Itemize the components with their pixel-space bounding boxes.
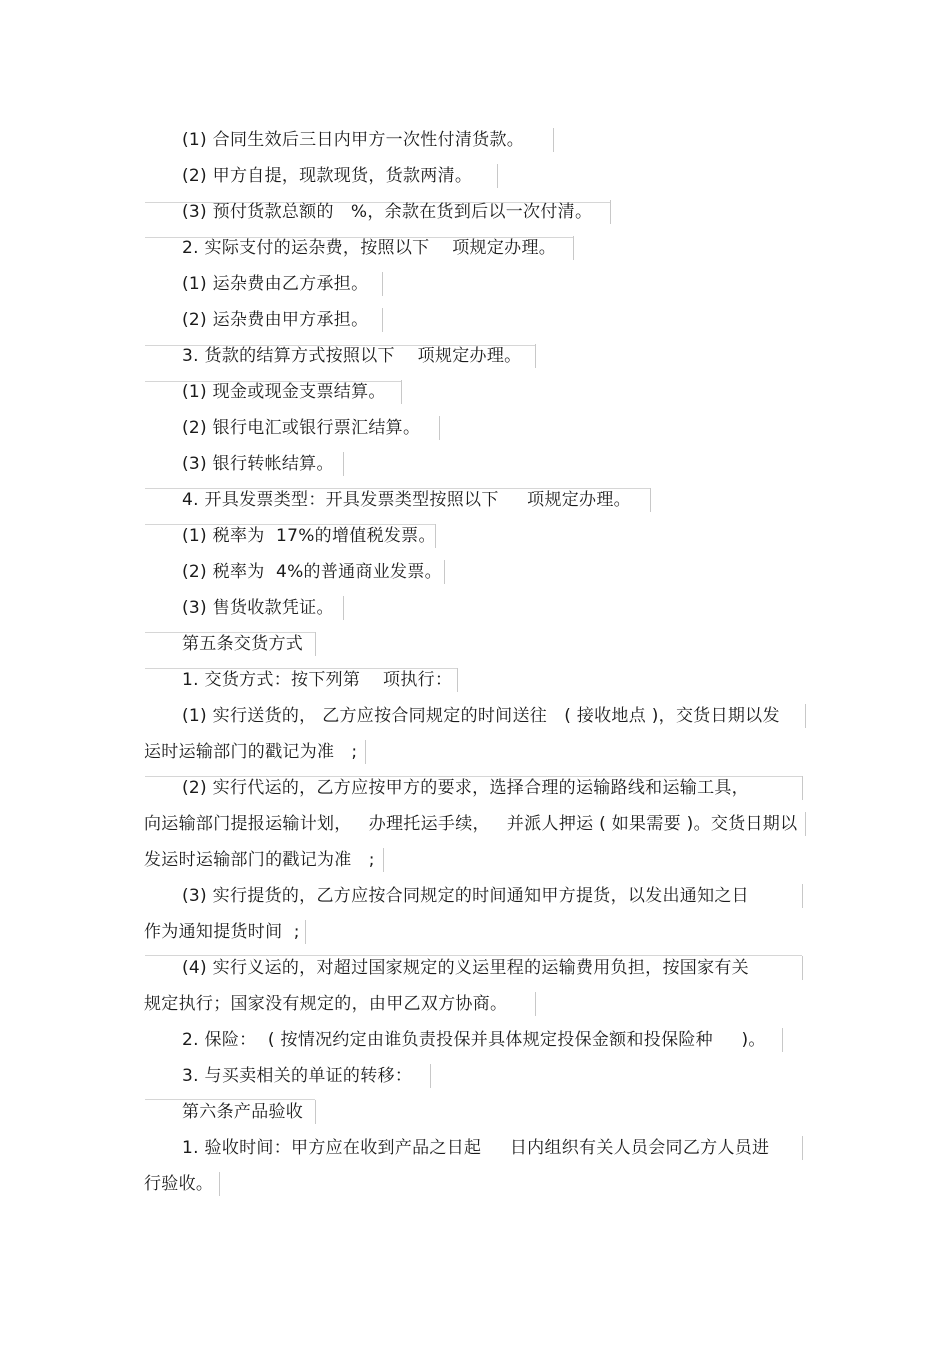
table-bar [315, 1100, 316, 1124]
clause-line: (2) 实行代运的，乙方应按甲方的要求，选择合理的运输路线和运输工具， [182, 778, 749, 798]
clause-line: (1) 现金或现金支票结算。 [182, 382, 386, 402]
table-bar [573, 236, 574, 260]
clause-line: 2. 实际支付的运杂费，按照以下 项规定办理。 [182, 238, 557, 258]
table-bar [457, 668, 458, 692]
clause-line: 行验收。 [144, 1174, 214, 1194]
clause-line: (3) 银行转帐结算。 [182, 454, 334, 474]
clause-line: (2) 银行电汇或银行票汇结算。 [182, 418, 421, 438]
table-bar [305, 920, 306, 944]
table-bar [430, 1064, 431, 1088]
clause-line: 作为通知提货时间 ; [144, 922, 300, 942]
clause-line: (3) 售货收款凭证。 [182, 598, 334, 618]
clause-line: 4. 开具发票类型：开具发票类型按照以下 项规定办理。 [182, 490, 631, 510]
clause-line: 2. 保险： ( 按情况约定由谁负责投保并具体规定投保金额和投保险种 )。 [182, 1030, 766, 1050]
clause-line: (3) 预付货款总额的 %，余款在货到后以一次付清。 [182, 202, 593, 222]
clause-line: 规定执行；国家没有规定的，由甲乙双方协商。 [144, 994, 508, 1014]
table-bar [535, 344, 536, 368]
table-bar [382, 272, 383, 296]
table-bar [365, 740, 366, 764]
table-bar [805, 704, 806, 728]
table-bar [782, 1028, 783, 1052]
table-bar [401, 380, 402, 404]
clause-line: (4) 实行义运的，对超过国家规定的义运里程的运输费用负担，按国家有关 [182, 958, 749, 978]
clause-line: (2) 税率为 4%的普通商业发票。 [182, 562, 442, 582]
clause-line: 1. 交货方式：按下列第 项执行： [182, 670, 453, 690]
table-bar [219, 1172, 220, 1196]
table-bar [610, 200, 611, 224]
table-bar [439, 416, 440, 440]
table-bar [802, 776, 803, 800]
clause-line: (1) 实行送货的， 乙方应按合同规定的时间送往 ( 接收地点 )，交货日期以发 [182, 706, 780, 726]
clause-line: (1) 税率为 17%的增值税发票。 [182, 526, 436, 546]
table-bar [497, 164, 498, 188]
clause-line: 1. 验收时间：甲方应在收到产品之日起 日内组织有关人员会同乙方人员进 [182, 1138, 770, 1158]
table-bar [343, 596, 344, 620]
section-heading: 第五条交货方式 [182, 634, 304, 654]
clause-line: (1) 合同生效后三日内甲方一次性付清货款。 [182, 130, 525, 150]
table-bar [343, 452, 344, 476]
table-bar [802, 884, 803, 908]
table-rule [145, 955, 802, 956]
clause-line: 发运时运输部门的戳记为准 ; [144, 850, 375, 870]
table-bar [805, 812, 806, 836]
clause-line: (2) 甲方自提，现款现货，货款两清。 [182, 166, 473, 186]
table-bar [444, 560, 445, 584]
table-bar [535, 992, 536, 1016]
table-bar [382, 308, 383, 332]
clause-line: 3. 与买卖相关的单证的转移： [182, 1066, 413, 1086]
section-heading: 第六条产品验收 [182, 1102, 304, 1122]
table-bar [802, 956, 803, 980]
clause-line: 向运输部门提报运输计划， 办理托运手续， 并派人押运 ( 如果需要 )。交货日期以 [144, 814, 798, 834]
table-bar [383, 848, 384, 872]
table-bar [553, 128, 554, 152]
clause-line: 运时运输部门的戳记为准 ; [144, 742, 358, 762]
clause-line: (2) 运杂费由甲方承担。 [182, 310, 369, 330]
table-bar [650, 488, 651, 512]
clause-line: 3. 货款的结算方式按照以下 项规定办理。 [182, 346, 522, 366]
table-bar [315, 632, 316, 656]
clause-line: (3) 实行提货的，乙方应按合同规定的时间通知甲方提货，以发出通知之日 [182, 886, 749, 906]
table-bar [802, 1136, 803, 1160]
table-rule [145, 1099, 315, 1100]
clause-line: (1) 运杂费由乙方承担。 [182, 274, 369, 294]
